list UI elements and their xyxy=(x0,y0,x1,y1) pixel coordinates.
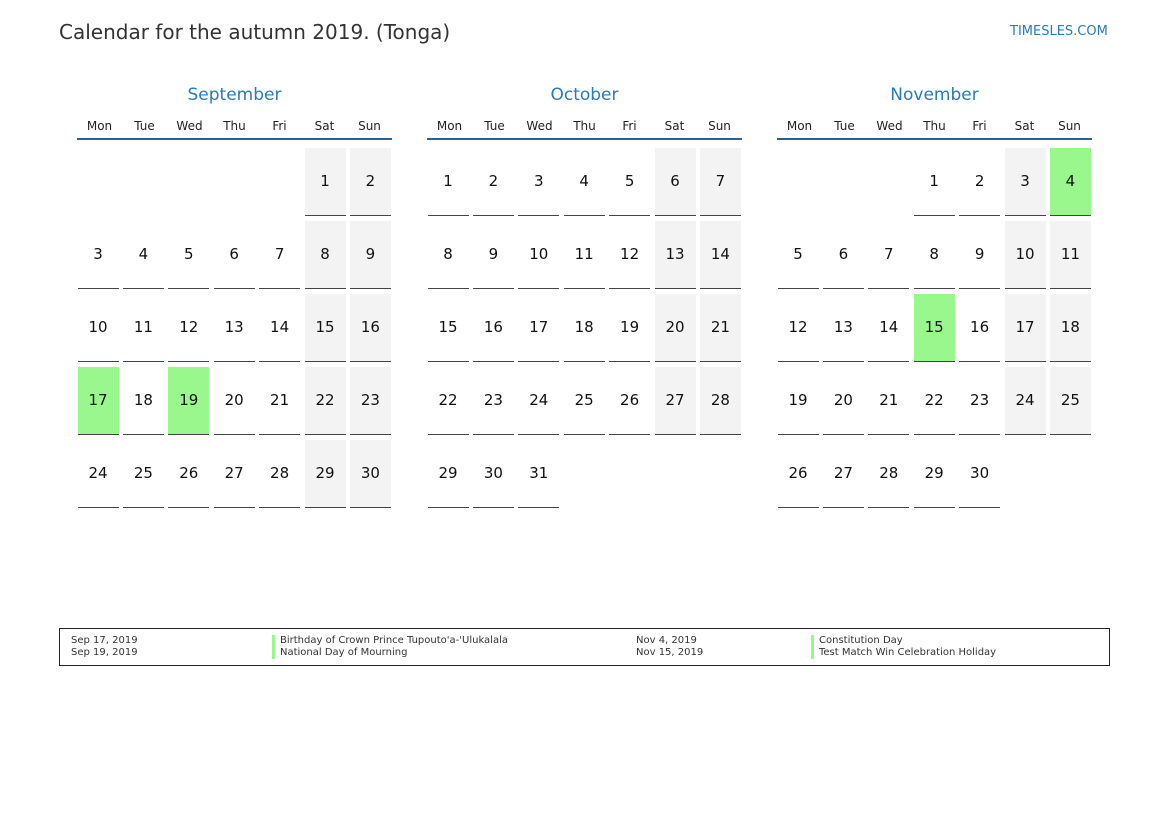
day-cell[interactable]: 23 xyxy=(350,367,391,435)
month-september xyxy=(77,84,392,482)
month-november xyxy=(777,84,1092,482)
weekday-label: Mon xyxy=(786,119,813,133)
day-cell[interactable]: 29 xyxy=(428,440,469,508)
day-cell[interactable]: 11 xyxy=(564,221,605,289)
day-cell[interactable]: 22 xyxy=(428,367,469,435)
weekday-label: Sat xyxy=(664,119,685,133)
day-cell[interactable]: 19 xyxy=(778,367,819,435)
weekday-label: Sun xyxy=(358,119,381,133)
day-cell[interactable]: 12 xyxy=(778,294,819,362)
day-cell[interactable]: 15 xyxy=(305,294,346,362)
day-cell[interactable]: 17 xyxy=(1005,294,1046,362)
day-cell[interactable]: 30 xyxy=(473,440,514,508)
day-cell[interactable]: 13 xyxy=(655,221,696,289)
day-cell[interactable]: 18 xyxy=(123,367,164,435)
day-cell[interactable]: 26 xyxy=(609,367,650,435)
month-name: November xyxy=(890,85,979,105)
day-cell[interactable]: 11 xyxy=(1050,221,1091,289)
day-cell[interactable]: 9 xyxy=(959,221,1000,289)
day-cell[interactable]: 14 xyxy=(259,294,300,362)
day-cell[interactable]: 5 xyxy=(168,221,209,289)
weekday-label: Tue xyxy=(484,119,505,133)
day-cell[interactable]: 16 xyxy=(473,294,514,362)
day-cell[interactable]: 9 xyxy=(473,221,514,289)
weekday-header xyxy=(777,116,1092,140)
day-cell[interactable]: 6 xyxy=(655,148,696,216)
weekday-label: Thu xyxy=(573,119,596,133)
day-cell[interactable]: 26 xyxy=(168,440,209,508)
day-cell[interactable]: 16 xyxy=(959,294,1000,362)
day-cell[interactable]: 3 xyxy=(1005,148,1046,216)
holiday-day-cell[interactable]: 17 xyxy=(78,367,119,435)
weekday-label: Tue xyxy=(834,119,855,133)
day-cell[interactable]: 21 xyxy=(868,367,909,435)
day-cell[interactable]: 26 xyxy=(778,440,819,508)
day-cell[interactable]: 9 xyxy=(350,221,391,289)
day-cell[interactable]: 28 xyxy=(700,367,741,435)
day-cell[interactable]: 2 xyxy=(473,148,514,216)
weekday-label: Fri xyxy=(972,119,987,133)
weekday-label: Thu xyxy=(923,119,946,133)
day-cell[interactable]: 14 xyxy=(868,294,909,362)
day-cell[interactable]: 7 xyxy=(259,221,300,289)
weekday-header xyxy=(77,116,392,140)
day-cell[interactable]: 23 xyxy=(473,367,514,435)
day-cell[interactable]: 5 xyxy=(609,148,650,216)
day-cell[interactable]: 8 xyxy=(305,221,346,289)
day-cell[interactable]: 18 xyxy=(564,294,605,362)
day-cell[interactable]: 27 xyxy=(214,440,255,508)
day-cell[interactable]: 22 xyxy=(914,367,955,435)
day-cell[interactable]: 24 xyxy=(78,440,119,508)
day-cell[interactable]: 27 xyxy=(655,367,696,435)
holiday-day-cell[interactable]: 15 xyxy=(914,294,955,362)
day-cell[interactable]: 25 xyxy=(1050,367,1091,435)
weekday-label: Tue xyxy=(134,119,155,133)
day-cell[interactable]: 2 xyxy=(350,148,391,216)
weekday-label: Sun xyxy=(1058,119,1081,133)
weekday-label: Mon xyxy=(436,119,463,133)
day-cell[interactable]: 19 xyxy=(609,294,650,362)
day-cell[interactable]: 15 xyxy=(428,294,469,362)
day-cell[interactable]: 21 xyxy=(259,367,300,435)
day-cell[interactable]: 5 xyxy=(778,221,819,289)
weekday-label: Fri xyxy=(272,119,287,133)
day-cell[interactable]: 8 xyxy=(428,221,469,289)
day-cell[interactable]: 30 xyxy=(959,440,1000,508)
weekday-label: Sat xyxy=(314,119,335,133)
day-cell[interactable]: 17 xyxy=(518,294,559,362)
weekday-label: Wed xyxy=(176,119,203,133)
day-cell[interactable]: 13 xyxy=(823,294,864,362)
day-cell[interactable]: 20 xyxy=(214,367,255,435)
day-cell[interactable]: 12 xyxy=(609,221,650,289)
weekday-header xyxy=(427,116,742,140)
holiday-legend xyxy=(59,628,1110,666)
day-cell[interactable]: 3 xyxy=(78,221,119,289)
weekday-label: Sun xyxy=(708,119,731,133)
month-october xyxy=(427,84,742,482)
weekday-label: Wed xyxy=(876,119,903,133)
day-cell[interactable]: 13 xyxy=(214,294,255,362)
legend-holiday-name: Birthday of Crown Prince Tupouto'a-'Ulukalala xyxy=(272,635,508,647)
holiday-day-cell[interactable]: 4 xyxy=(1050,148,1091,216)
day-cell[interactable]: 21 xyxy=(700,294,741,362)
day-cell[interactable]: 6 xyxy=(214,221,255,289)
day-cell[interactable]: 27 xyxy=(823,440,864,508)
day-cell[interactable]: 10 xyxy=(78,294,119,362)
day-cell[interactable]: 25 xyxy=(123,440,164,508)
day-cell[interactable]: 18 xyxy=(1050,294,1091,362)
day-cell[interactable]: 10 xyxy=(1005,221,1046,289)
legend-date: Sep 19, 2019 xyxy=(71,647,138,658)
day-cell[interactable]: 1 xyxy=(428,148,469,216)
weekday-label: Thu xyxy=(223,119,246,133)
day-cell[interactable]: 29 xyxy=(914,440,955,508)
legend-holiday-name: Constitution Day xyxy=(811,635,903,647)
legend-date: Nov 15, 2019 xyxy=(636,647,704,658)
day-cell[interactable]: 31 xyxy=(518,440,559,508)
day-cell[interactable]: 24 xyxy=(518,367,559,435)
legend-date: Nov 4, 2019 xyxy=(636,635,697,646)
day-cell[interactable]: 16 xyxy=(350,294,391,362)
weekday-label: Wed xyxy=(526,119,553,133)
site-link[interactable]: TIMESLES.COM xyxy=(1010,24,1108,39)
month-name: September xyxy=(187,85,282,105)
day-cell[interactable]: 6 xyxy=(823,221,864,289)
day-cell[interactable]: 2 xyxy=(959,148,1000,216)
day-cell[interactable]: 24 xyxy=(1005,367,1046,435)
day-cell[interactable]: 14 xyxy=(700,221,741,289)
day-cell[interactable]: 1 xyxy=(914,148,955,216)
weekday-label: Fri xyxy=(622,119,637,133)
day-cell[interactable]: 8 xyxy=(914,221,955,289)
day-cell[interactable]: 29 xyxy=(305,440,346,508)
day-cell[interactable]: 28 xyxy=(259,440,300,508)
weekday-label: Sat xyxy=(1014,119,1035,133)
day-cell[interactable]: 7 xyxy=(700,148,741,216)
day-cell[interactable]: 23 xyxy=(959,367,1000,435)
legend-holiday-name: National Day of Mourning xyxy=(272,647,407,659)
day-cell[interactable]: 25 xyxy=(564,367,605,435)
day-cell[interactable]: 12 xyxy=(168,294,209,362)
day-cell[interactable]: 20 xyxy=(655,294,696,362)
holiday-day-cell[interactable]: 19 xyxy=(168,367,209,435)
day-cell[interactable]: 20 xyxy=(823,367,864,435)
page-title: Calendar for the autumn 2019. (Tonga) xyxy=(59,20,451,44)
day-cell[interactable]: 28 xyxy=(868,440,909,508)
day-cell[interactable]: 3 xyxy=(518,148,559,216)
day-cell[interactable]: 11 xyxy=(123,294,164,362)
day-cell[interactable]: 10 xyxy=(518,221,559,289)
day-cell[interactable]: 1 xyxy=(305,148,346,216)
day-cell[interactable]: 7 xyxy=(868,221,909,289)
day-cell[interactable]: 4 xyxy=(564,148,605,216)
day-cell[interactable]: 22 xyxy=(305,367,346,435)
weekday-label: Mon xyxy=(86,119,113,133)
day-cell[interactable]: 30 xyxy=(350,440,391,508)
legend-date: Sep 17, 2019 xyxy=(71,635,138,646)
day-cell[interactable]: 4 xyxy=(123,221,164,289)
legend-holiday-name: Test Match Win Celebration Holiday xyxy=(811,647,996,659)
month-name: October xyxy=(550,85,619,105)
